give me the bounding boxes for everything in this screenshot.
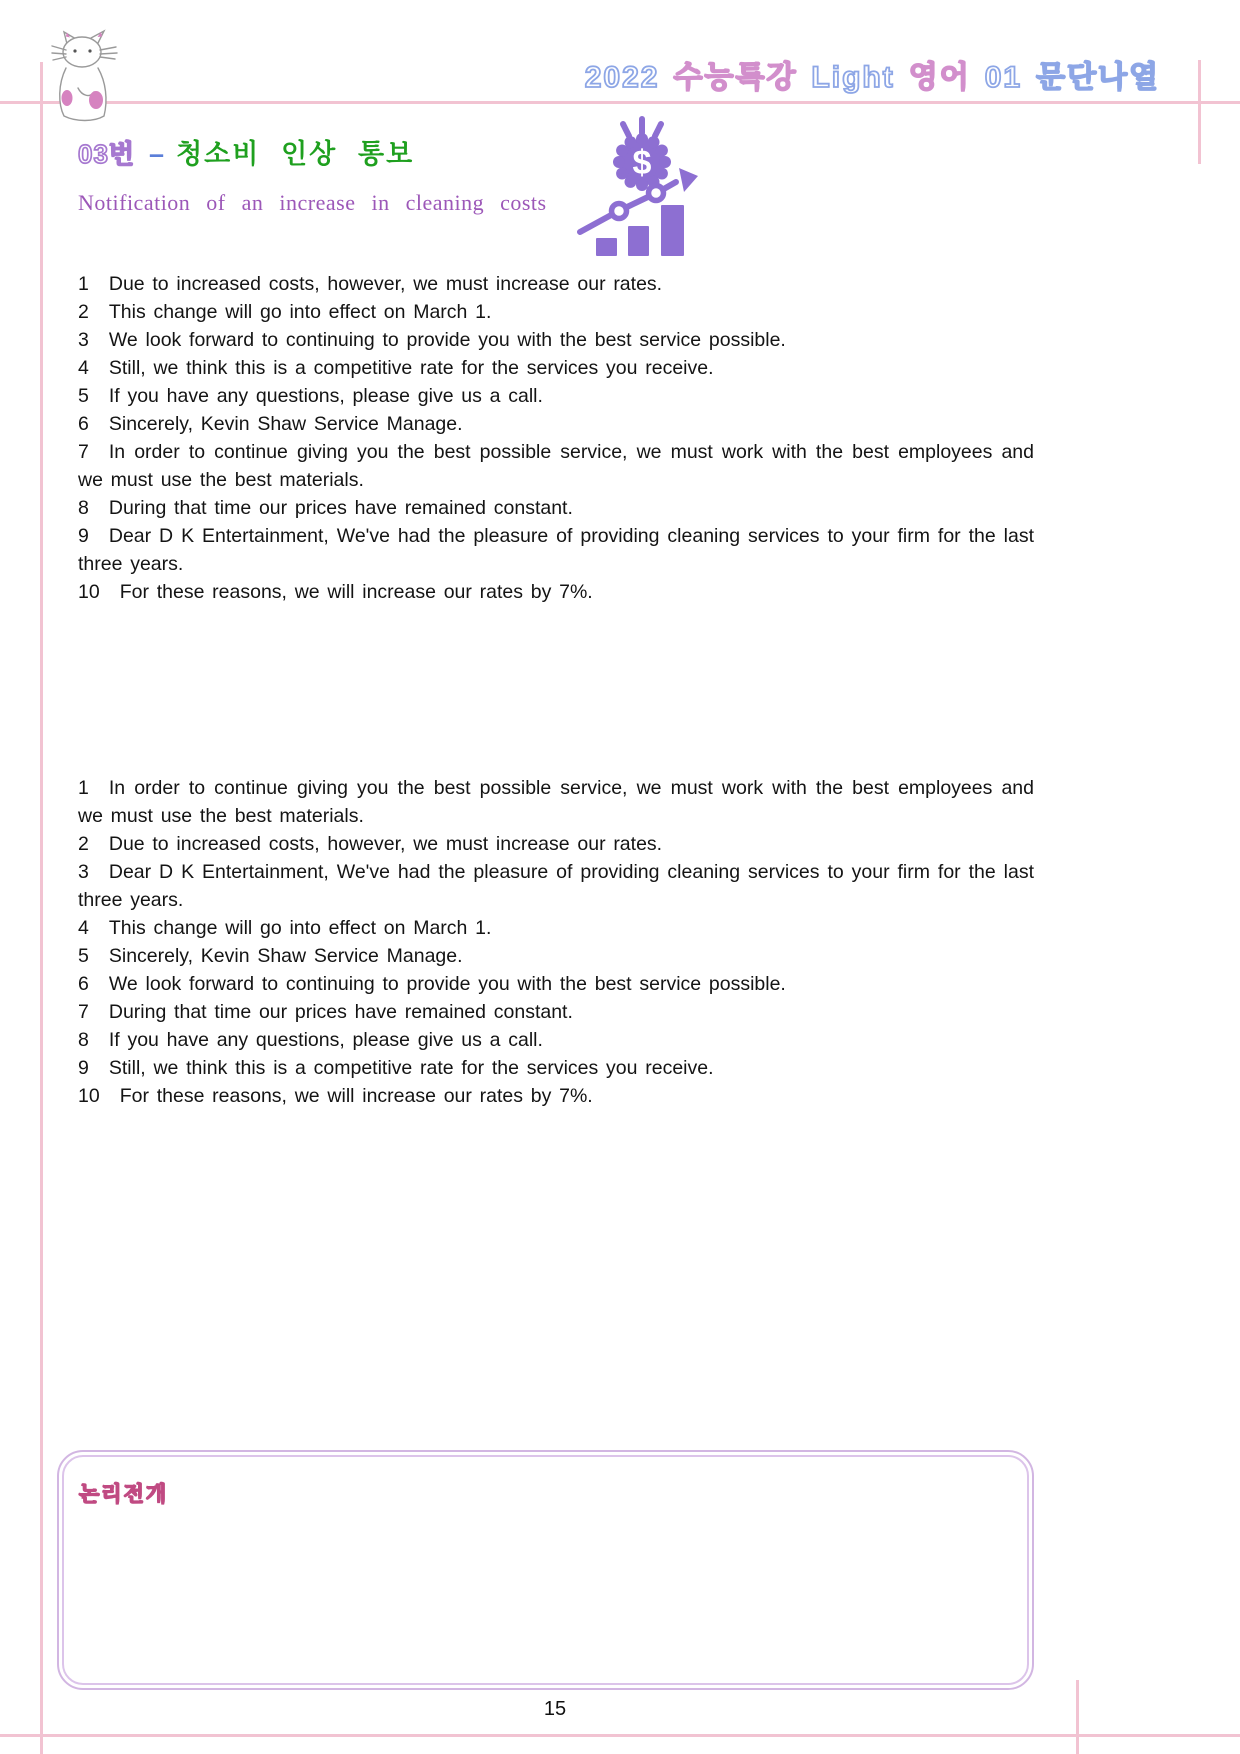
sentence-item bbox=[78, 942, 1034, 970]
header-word: 2022 bbox=[584, 61, 660, 94]
page-header-title bbox=[500, 52, 1160, 96]
bottom-border-line bbox=[0, 1734, 1240, 1737]
sentence-number: 3 bbox=[78, 861, 89, 883]
sentence-number: 5 bbox=[78, 385, 89, 407]
sentence-number: 9 bbox=[78, 525, 89, 547]
dollar-sign: $ bbox=[632, 144, 652, 182]
sentence-item bbox=[78, 970, 1034, 998]
header-word: 수능특강 bbox=[673, 61, 798, 94]
logic-box-label: 논리전개 bbox=[79, 1483, 169, 1506]
sentence-text: Sincerely, Kevin Shaw Service Manage. bbox=[108, 945, 463, 967]
sentence-text: Dear D K Entertainment, We've had the pleasure of providing cleaning services to your firm for the last three years. bbox=[78, 525, 1034, 575]
sentence-item bbox=[78, 1026, 1034, 1054]
sentence-text: This change will go into effect on March 1. bbox=[108, 917, 492, 939]
sentence-number: 4 bbox=[78, 917, 89, 939]
sentence-item bbox=[78, 1054, 1034, 1082]
sentence-text: During that time our prices have remained constant. bbox=[108, 497, 573, 519]
sentence-list-shuffled bbox=[78, 774, 1034, 1110]
sentence-text: We look forward to continuing to provide you with the best service possible. bbox=[108, 973, 786, 995]
page-number: 15 bbox=[543, 1698, 567, 1720]
sentence-number: 5 bbox=[78, 945, 89, 967]
section-subtitle-english: Notification of an increase in cleaning costs bbox=[78, 190, 547, 215]
sentence-number: 2 bbox=[78, 833, 89, 855]
sentence-text: Still, we think this is a competitive rate for the services you receive. bbox=[108, 357, 714, 379]
logic-box-inner-border bbox=[62, 1455, 1029, 1685]
sentence-number: 10 bbox=[78, 581, 100, 603]
sentence-number: 6 bbox=[78, 413, 89, 435]
sentence-text: This change will go into effect on March 1. bbox=[108, 301, 492, 323]
sentence-list-original bbox=[78, 270, 1034, 606]
money-growth-icon bbox=[576, 110, 722, 262]
top-border-line bbox=[0, 101, 1240, 104]
sentence-item bbox=[78, 354, 1034, 382]
sentence-item bbox=[78, 270, 1034, 298]
sentence-number: 10 bbox=[78, 1085, 100, 1107]
sentence-item bbox=[78, 382, 1034, 410]
sentence-text: Sincerely, Kevin Shaw Service Manage. bbox=[108, 413, 463, 435]
sentence-number: 4 bbox=[78, 357, 89, 379]
sentence-number: 7 bbox=[78, 441, 89, 463]
sentence-number: 3 bbox=[78, 329, 89, 351]
cat-illustration-icon bbox=[50, 26, 120, 124]
sentence-text: We look forward to continuing to provide you with the best service possible. bbox=[108, 329, 786, 351]
sentence-text: Due to increased costs, however, we must increase our rates. bbox=[108, 833, 663, 855]
right-top-border-line bbox=[1198, 60, 1201, 164]
sentence-text: If you have any questions, please give us a call. bbox=[108, 1029, 543, 1051]
sentence-text: For these reasons, we will increase our rates by 7%. bbox=[119, 581, 593, 603]
logic-development-box bbox=[57, 1450, 1034, 1690]
sentence-text: In order to continue giving you the best possible service, we must work with the best employees and we must use the best materials. bbox=[78, 441, 1034, 491]
section-dash: – bbox=[149, 139, 165, 169]
sentence-item bbox=[78, 578, 1034, 606]
sentence-text: Due to increased costs, however, we must increase our rates. bbox=[108, 273, 663, 295]
section-title-korean: 청소비 인상 통보 bbox=[176, 139, 415, 169]
header-word: Light bbox=[811, 61, 895, 94]
sentence-text: During that time our prices have remained constant. bbox=[108, 1001, 573, 1023]
sentence-number: 1 bbox=[78, 273, 89, 295]
sentence-text: Dear D K Entertainment, We've had the pleasure of providing cleaning services to your firm for the last three years. bbox=[78, 861, 1034, 911]
sentence-item bbox=[78, 1082, 1034, 1110]
header-word: 영어 bbox=[908, 61, 971, 94]
sentence-item bbox=[78, 858, 1034, 914]
sentence-item bbox=[78, 438, 1034, 494]
sentence-number: 2 bbox=[78, 301, 89, 323]
sentence-number: 6 bbox=[78, 973, 89, 995]
section-number-badge: 03번 bbox=[78, 139, 136, 169]
sentence-number: 1 bbox=[78, 777, 89, 799]
sentence-item bbox=[78, 774, 1034, 830]
sentence-number: 9 bbox=[78, 1057, 89, 1079]
sentence-item bbox=[78, 410, 1034, 438]
sentence-number: 8 bbox=[78, 497, 89, 519]
sentence-text: For these reasons, we will increase our rates by 7%. bbox=[119, 1085, 593, 1107]
header-word: 01 bbox=[984, 61, 1023, 94]
section-heading bbox=[78, 132, 414, 171]
sentence-number: 8 bbox=[78, 1029, 89, 1051]
sentence-item bbox=[78, 522, 1034, 578]
sentence-item bbox=[78, 298, 1034, 326]
sentence-item bbox=[78, 830, 1034, 858]
left-border-line bbox=[40, 62, 43, 1754]
sentence-item bbox=[78, 914, 1034, 942]
sentence-text: In order to continue giving you the best possible service, we must work with the best employees and we must use the best materials. bbox=[78, 777, 1034, 827]
header-word: 문단나열 bbox=[1036, 61, 1160, 94]
sentence-item bbox=[78, 326, 1034, 354]
sentence-text: If you have any questions, please give us a call. bbox=[108, 385, 543, 407]
sentence-number: 7 bbox=[78, 1001, 89, 1023]
sentence-text: Still, we think this is a competitive rate for the services you receive. bbox=[108, 1057, 714, 1079]
sentence-item bbox=[78, 494, 1034, 522]
sentence-item bbox=[78, 998, 1034, 1026]
